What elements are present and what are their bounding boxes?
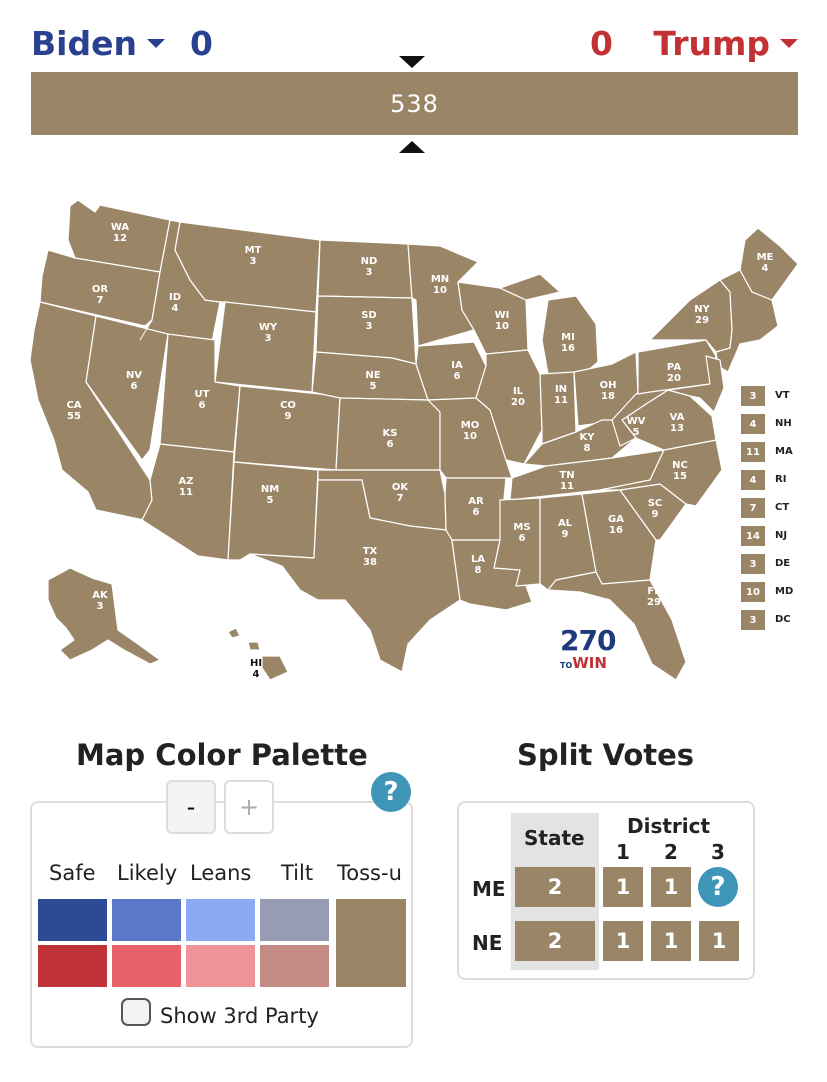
state-ev-il: 20 — [511, 397, 525, 408]
swatch-leans-rep[interactable] — [186, 945, 255, 987]
state-ev-ny: 29 — [695, 315, 709, 326]
state-ev-hi: 4 — [252, 669, 260, 680]
me-district-1[interactable]: 1 — [603, 867, 643, 907]
state-wy[interactable] — [215, 302, 316, 392]
state-nm[interactable] — [228, 462, 318, 560]
state-label-nv: NV — [125, 370, 143, 381]
state-ev-or: 7 — [96, 295, 104, 306]
state-label-sc: SC — [647, 498, 663, 509]
small-state-ev-md[interactable]: 10 — [741, 582, 765, 602]
swatch-tilt-rep[interactable] — [260, 945, 329, 987]
split-row-me-label: ME — [472, 877, 506, 901]
state-ia[interactable] — [416, 342, 486, 400]
small-state-ev-ri[interactable]: 4 — [741, 470, 765, 490]
state-label-ms: MS — [513, 522, 531, 533]
state-ev-ms: 6 — [518, 533, 526, 544]
state-label-va: VA — [669, 412, 685, 423]
state-label-ak: AK — [92, 590, 108, 601]
state-ev-ne: 5 — [369, 381, 377, 392]
state-label-nc: NC — [672, 460, 688, 471]
state-label-wa: WA — [110, 222, 130, 233]
small-state-ev-ma[interactable]: 11 — [741, 442, 765, 462]
split-district-header: District — [627, 814, 711, 838]
state-ev-ga: 16 — [609, 525, 623, 536]
electoral-progress-bar — [31, 72, 798, 135]
state-label-me: ME — [756, 252, 774, 263]
ne-district-2[interactable]: 1 — [651, 921, 691, 961]
trump-dropdown-icon[interactable] — [780, 39, 798, 48]
state-label-ne: NE — [365, 370, 381, 381]
ne-district-3[interactable]: 1 — [699, 921, 739, 961]
state-label-pa: PA — [666, 362, 682, 373]
state-az[interactable] — [142, 444, 234, 560]
small-state-label-ct: CT — [775, 502, 790, 513]
state-ak[interactable] — [48, 568, 160, 664]
ne-state-votes[interactable]: 2 — [515, 921, 595, 961]
small-state-ev-ct[interactable]: 7 — [741, 498, 765, 518]
palette-label-tilt: Tilt — [281, 861, 314, 885]
split-row-ne-label: NE — [472, 931, 503, 955]
state-ev-wa: 12 — [113, 233, 127, 244]
show-third-party-label: Show 3rd Party — [160, 1004, 319, 1028]
state-ev-ok: 7 — [396, 493, 404, 504]
small-state-label-vt: VT — [775, 390, 790, 401]
state-ev-wv: 5 — [632, 427, 640, 438]
state-ev-va: 13 — [670, 423, 684, 434]
small-state-ev-vt[interactable]: 3 — [741, 386, 765, 406]
state-ev-sd: 3 — [365, 321, 373, 332]
ne-district-1[interactable]: 1 — [603, 921, 643, 961]
state-ev-ia: 6 — [453, 371, 461, 382]
biden-candidate-selector[interactable] — [31, 24, 165, 63]
midpoint-marker-bottom-icon — [399, 141, 425, 153]
biden-name: Biden — [31, 24, 137, 63]
state-label-co: CO — [280, 400, 296, 411]
swatch-safe-dem[interactable] — [38, 899, 107, 941]
state-ny[interactable] — [650, 280, 732, 352]
state-label-ut: UT — [194, 389, 210, 400]
state-ev-az: 11 — [179, 487, 193, 498]
state-ev-ak: 3 — [96, 601, 104, 612]
state-label-sd: SD — [361, 310, 377, 321]
state-label-nm: NM — [260, 484, 280, 495]
small-state-ev-nh[interactable]: 4 — [741, 414, 765, 434]
state-ev-nc: 15 — [673, 471, 687, 482]
state-ev-la: 8 — [474, 565, 482, 576]
state-ev-me: 4 — [761, 263, 769, 274]
state-ev-wy: 3 — [264, 333, 272, 344]
state-label-ia: IA — [451, 360, 463, 371]
state-label-nd: ND — [360, 256, 378, 267]
state-ev-mo: 10 — [463, 431, 477, 442]
state-label-fl: FL — [647, 586, 661, 597]
state-ev-al: 9 — [561, 529, 569, 540]
state-label-ok: OK — [391, 482, 409, 493]
state-label-ca: CA — [66, 400, 82, 411]
state-label-ks: KS — [382, 428, 398, 439]
small-state-ev-nj[interactable]: 14 — [741, 526, 765, 546]
midpoint-marker-top-icon — [399, 56, 425, 68]
small-state-label-nh: NH — [775, 418, 792, 429]
state-label-in: IN — [554, 384, 568, 395]
state-ev-ky: 8 — [583, 443, 591, 454]
state-label-mi: MI — [561, 332, 575, 343]
state-label-az: AZ — [178, 476, 194, 487]
state-ev-mn: 10 — [433, 285, 447, 296]
logo-win: TOWIN — [560, 654, 607, 672]
state-ev-wi: 10 — [495, 321, 509, 332]
swatch-tilt-dem[interactable] — [260, 899, 329, 941]
state-label-tn: TN — [559, 470, 575, 481]
small-state-ev-de[interactable]: 3 — [741, 554, 765, 574]
state-label-mo: MO — [460, 420, 480, 431]
state-ev-ks: 6 — [386, 439, 394, 450]
swatch-tossup[interactable] — [336, 899, 406, 987]
show-third-party-checkbox[interactable] — [121, 998, 151, 1026]
state-ev-nd: 3 — [365, 267, 373, 278]
state-label-tx: TX — [362, 546, 378, 557]
palette-label-leans: Leans — [190, 861, 252, 885]
state-ev-in: 11 — [554, 395, 568, 406]
state-ev-ar: 6 — [472, 507, 480, 518]
state-label-ar: AR — [468, 496, 484, 507]
swatch-likely-dem[interactable] — [112, 899, 181, 941]
state-ev-mt: 3 — [249, 256, 257, 267]
state-ev-sc: 9 — [651, 509, 659, 520]
district-number-1: 1 — [616, 840, 630, 864]
me-state-votes[interactable]: 2 — [515, 867, 595, 907]
me-district-2[interactable]: 1 — [651, 867, 691, 907]
trump-name: Trump — [653, 24, 770, 63]
split-state-header: State — [524, 826, 585, 850]
palette-plus-button[interactable]: + — [224, 780, 274, 834]
palette-help-icon[interactable]: ? — [371, 772, 411, 812]
swatch-leans-dem[interactable] — [186, 899, 255, 941]
state-ev-tn: 11 — [560, 481, 574, 492]
split-votes-title: Split Votes — [517, 738, 695, 772]
small-state-ev-dc[interactable]: 3 — [741, 610, 765, 630]
palette-title: Map Color Palette — [76, 738, 368, 772]
swatch-safe-rep[interactable] — [38, 945, 107, 987]
state-co[interactable] — [234, 386, 340, 470]
state-label-al: AL — [557, 518, 573, 529]
state-ev-pa: 20 — [667, 373, 681, 384]
state-label-il: IL — [512, 386, 524, 397]
state-in[interactable] — [540, 372, 576, 444]
270towin-logo — [560, 624, 616, 672]
small-state-label-nj: NJ — [775, 530, 788, 541]
state-ev-nv: 6 — [130, 381, 138, 392]
state-label-wv: WV — [626, 416, 646, 427]
state-label-oh: OH — [599, 380, 617, 391]
state-ev-fl: 29 — [647, 597, 661, 608]
palette-label-safe: Safe — [49, 861, 96, 885]
biden-electoral-count: 0 — [190, 24, 213, 63]
state-label-la: LA — [470, 554, 486, 565]
state-ev-id: 4 — [171, 303, 179, 314]
state-label-id: ID — [168, 292, 182, 303]
palette-minus-button[interactable]: - — [166, 780, 216, 834]
district-number-3: 3 — [711, 840, 725, 864]
state-label-mt: MT — [244, 245, 262, 256]
total-electoral-votes: 538 — [390, 89, 439, 118]
us-electoral-map[interactable] — [0, 190, 800, 690]
state-ev-ca: 55 — [67, 411, 81, 422]
logo-number: 270 — [560, 624, 616, 657]
state-ev-oh: 18 — [601, 391, 615, 402]
state-ev-co: 9 — [284, 411, 292, 422]
state-ev-tx: 38 — [363, 557, 377, 568]
state-ev-mi: 16 — [561, 343, 575, 354]
small-state-label-md: MD — [775, 586, 794, 597]
biden-dropdown-icon[interactable] — [147, 39, 165, 48]
state-label-wy: WY — [258, 322, 278, 333]
state-label-or: OR — [91, 284, 109, 295]
state-ev-nm: 5 — [266, 495, 274, 506]
palette-label-tossup: Toss-u — [337, 861, 402, 885]
state-ev-ut: 6 — [198, 400, 206, 411]
state-label-ny: NY — [694, 304, 710, 315]
split-votes-help-icon[interactable]: ? — [698, 867, 738, 907]
trump-electoral-count: 0 — [590, 24, 613, 63]
small-state-label-de: DE — [775, 558, 791, 569]
small-state-label-dc: DC — [775, 614, 791, 625]
district-number-2: 2 — [664, 840, 678, 864]
palette-label-likely: Likely — [117, 861, 178, 885]
swatch-likely-rep[interactable] — [112, 945, 181, 987]
state-label-ga: GA — [608, 514, 624, 525]
small-state-label-ri: RI — [775, 474, 787, 485]
state-label-hi: HI — [249, 658, 263, 669]
state-label-wi: WI — [494, 310, 510, 321]
state-label-mn: MN — [430, 274, 450, 285]
small-state-label-ma: MA — [775, 446, 793, 457]
state-label-ky: KY — [579, 432, 595, 443]
trump-candidate-selector[interactable] — [653, 24, 798, 63]
